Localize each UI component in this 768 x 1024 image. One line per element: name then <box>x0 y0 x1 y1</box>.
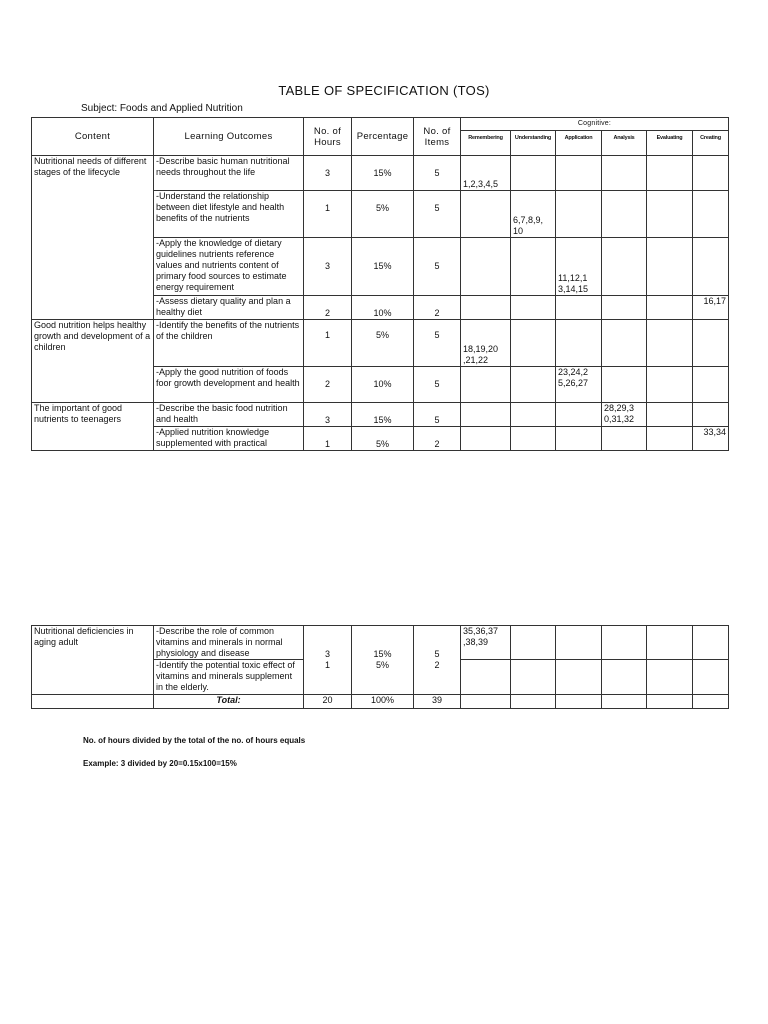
understanding-cell <box>511 403 556 427</box>
table-row <box>32 156 729 191</box>
application-cell <box>556 626 602 660</box>
evaluating-cell <box>647 320 693 367</box>
hours-cell: 3 <box>304 238 352 296</box>
header-items: No. of Items <box>414 118 461 156</box>
header-percentage: Percentage <box>352 118 414 156</box>
items-cell: 5 <box>414 238 461 296</box>
analysis-cell <box>602 320 647 367</box>
creating-cell <box>693 320 729 367</box>
remembering-cell <box>461 296 511 320</box>
creating-cell <box>693 156 729 191</box>
outcome-cell: -Describe the basic food nutrition and health <box>154 403 304 427</box>
evaluating-cell <box>647 660 693 695</box>
content-cell: Good nutrition helps healthy growth and development of a children <box>32 320 154 403</box>
items-cell: 5 <box>414 367 461 403</box>
application-cell: 23,24,2 5,26,27 <box>556 367 602 403</box>
analysis-cell <box>602 427 647 451</box>
analysis-cell <box>602 296 647 320</box>
application-cell: 11,12,1 3,14,15 <box>556 238 602 296</box>
tos-table <box>31 117 729 451</box>
total-label: Total: <box>154 695 304 709</box>
application-cell <box>556 191 602 238</box>
understanding-cell <box>511 427 556 451</box>
creating-cell <box>693 403 729 427</box>
header-hours: No. of Hours <box>304 118 352 156</box>
header-evaluating: Evaluating <box>647 131 693 156</box>
items-cell: 5 <box>414 403 461 427</box>
content-cell: The important of good nutrients to teenagers <box>32 403 154 451</box>
understanding-cell <box>511 156 556 191</box>
creating-cell <box>693 626 729 660</box>
creating-cell <box>693 660 729 695</box>
application-cell <box>556 403 602 427</box>
items-cell: 5 <box>414 191 461 238</box>
outcome-cell: -Describe the role of common vitamins and minerals in normal physiology and disease <box>154 626 304 660</box>
percentage-cell: 5% <box>352 660 414 695</box>
header-learning-outcomes: Learning Outcomes <box>154 118 304 156</box>
percentage-cell: 15% <box>352 626 414 660</box>
content-cell: Nutritional deficiencies in aging adult <box>32 626 154 695</box>
application-cell <box>556 660 602 695</box>
application-cell <box>556 695 602 709</box>
percentage-cell: 5% <box>352 427 414 451</box>
evaluating-cell <box>647 626 693 660</box>
note-line-2: Example: 3 divided by 20=0.15x100=15% <box>83 759 237 768</box>
outcome-cell: -Apply the good nutrition of foods foor growth development and health <box>154 367 304 403</box>
creating-cell <box>693 238 729 296</box>
remembering-cell: 1,2,3,4,5 <box>461 156 511 191</box>
header-remembering: Remembering <box>461 131 511 156</box>
evaluating-cell <box>647 156 693 191</box>
remembering-cell <box>461 367 511 403</box>
application-cell <box>556 296 602 320</box>
analysis-cell <box>602 156 647 191</box>
remembering-cell <box>461 238 511 296</box>
understanding-cell <box>511 367 556 403</box>
remembering-cell <box>461 695 511 709</box>
evaluating-cell <box>647 191 693 238</box>
creating-cell <box>693 695 729 709</box>
total-items: 39 <box>414 695 461 709</box>
remembering-cell <box>461 427 511 451</box>
percentage-cell: 15% <box>352 403 414 427</box>
hours-cell: 1 <box>304 191 352 238</box>
percentage-cell: 10% <box>352 296 414 320</box>
note-line-1: No. of hours divided by the total of the no. of hours equals <box>83 736 306 745</box>
table-row <box>32 626 729 660</box>
understanding-cell <box>511 296 556 320</box>
hours-cell: 3 <box>304 156 352 191</box>
remembering-cell <box>461 660 511 695</box>
creating-cell <box>693 367 729 403</box>
understanding-cell <box>511 238 556 296</box>
percentage-cell: 5% <box>352 191 414 238</box>
hours-cell: 1 <box>304 320 352 367</box>
analysis-cell <box>602 367 647 403</box>
application-cell <box>556 427 602 451</box>
table-row <box>32 403 729 427</box>
creating-cell: 16,17 <box>693 296 729 320</box>
outcome-cell: -Applied nutrition knowledge supplemented with practical <box>154 427 304 451</box>
evaluating-cell <box>647 367 693 403</box>
header-understanding: Understanding <box>511 131 556 156</box>
remembering-cell: 35,36,37 ,38,39 <box>461 626 511 660</box>
analysis-cell <box>602 238 647 296</box>
creating-cell: 33,34 <box>693 427 729 451</box>
analysis-cell <box>602 695 647 709</box>
outcome-cell: -Describe basic human nutritional needs throughout the life <box>154 156 304 191</box>
creating-cell <box>693 191 729 238</box>
percentage-cell: 10% <box>352 367 414 403</box>
evaluating-cell <box>647 695 693 709</box>
outcome-cell: -Apply the knowledge of dietary guidelines nutrients reference values and nutrients content of primary food sources to estimate energy requirement <box>154 238 304 296</box>
hours-cell: 2 <box>304 367 352 403</box>
understanding-cell <box>511 695 556 709</box>
header-analysis: Analysis <box>602 131 647 156</box>
understanding-cell <box>511 320 556 367</box>
hours-cell: 1 <box>304 660 352 695</box>
remembering-cell <box>461 191 511 238</box>
total-row <box>32 695 729 709</box>
understanding-cell: 6,7,8,9, 10 <box>511 191 556 238</box>
analysis-cell <box>602 626 647 660</box>
evaluating-cell <box>647 427 693 451</box>
outcome-cell: -Assess dietary quality and plan a healthy diet <box>154 296 304 320</box>
subject-label: Subject: Foods and Applied Nutrition <box>81 103 243 114</box>
analysis-cell: 28,29,3 0,31,32 <box>602 403 647 427</box>
items-cell: 5 <box>414 156 461 191</box>
remembering-cell <box>461 403 511 427</box>
analysis-cell <box>602 660 647 695</box>
application-cell <box>556 320 602 367</box>
items-cell: 2 <box>414 660 461 695</box>
percentage-cell: 15% <box>352 238 414 296</box>
evaluating-cell <box>647 296 693 320</box>
hours-cell: 3 <box>304 626 352 660</box>
header-content: Content <box>32 118 154 156</box>
tos-table-continued <box>31 625 729 709</box>
understanding-cell <box>511 660 556 695</box>
total-hours: 20 <box>304 695 352 709</box>
table-row <box>32 320 729 367</box>
percentage-cell: 5% <box>352 320 414 367</box>
header-creating: Creating <box>693 131 729 156</box>
hours-cell: 3 <box>304 403 352 427</box>
items-cell: 5 <box>414 320 461 367</box>
header-cognitive: Cognitive: <box>461 118 729 131</box>
outcome-cell: -Understand the relationship between diet lifestyle and health benefits of the nutrients <box>154 191 304 238</box>
document-title: TABLE OF SPECIFICATION (TOS) <box>278 83 490 98</box>
header-application: Application <box>556 131 602 156</box>
hours-cell: 1 <box>304 427 352 451</box>
evaluating-cell <box>647 238 693 296</box>
content-cell: Nutritional needs of different stages of the lifecycle <box>32 156 154 320</box>
items-cell: 2 <box>414 296 461 320</box>
items-cell: 5 <box>414 626 461 660</box>
hours-cell: 2 <box>304 296 352 320</box>
application-cell <box>556 156 602 191</box>
understanding-cell <box>511 626 556 660</box>
evaluating-cell <box>647 403 693 427</box>
remembering-cell: 18,19,20 ,21,22 <box>461 320 511 367</box>
analysis-cell <box>602 191 647 238</box>
total-spacer-cell <box>32 695 154 709</box>
outcome-cell: -Identify the potential toxic effect of vitamins and minerals supplement in the elderly. <box>154 660 304 695</box>
items-cell: 2 <box>414 427 461 451</box>
percentage-cell: 15% <box>352 156 414 191</box>
outcome-cell: -Identify the benefits of the nutrients of the children <box>154 320 304 367</box>
total-percentage: 100% <box>352 695 414 709</box>
